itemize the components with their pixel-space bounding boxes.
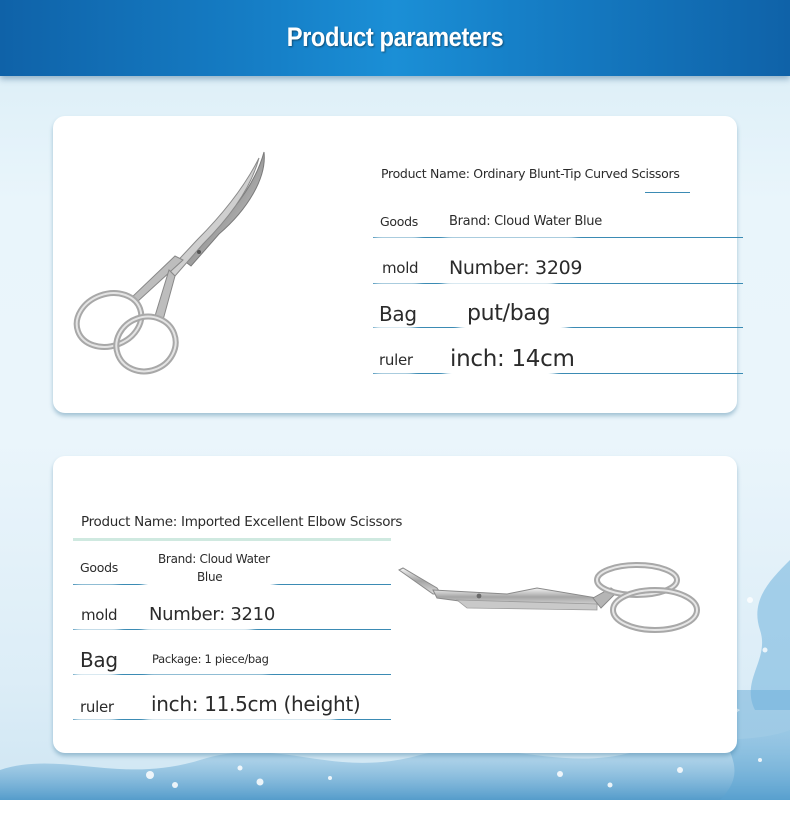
underline bbox=[73, 674, 391, 675]
bag-label: Bag bbox=[379, 302, 417, 326]
name-underline bbox=[73, 538, 391, 541]
underline bbox=[373, 237, 743, 238]
underline bbox=[645, 192, 690, 193]
product-name: Product Name: Imported Excellent Elbow Scissors bbox=[81, 514, 403, 530]
ruler-label: ruler bbox=[80, 698, 114, 716]
product-card-1 bbox=[53, 116, 737, 413]
package-value: Package: 1 piece/bag bbox=[152, 652, 269, 666]
package-value: put/bag bbox=[467, 301, 551, 326]
number-value: Number: 3210 bbox=[149, 604, 275, 625]
page-title: Product parameters bbox=[286, 22, 504, 52]
size-value: inch: 14cm bbox=[450, 346, 575, 372]
elbow-scissors-icon bbox=[397, 560, 702, 640]
product-card-2 bbox=[53, 456, 737, 753]
ruler-label: ruler bbox=[379, 351, 413, 369]
product-name: Product Name: Ordinary Blunt-Tip Curved Scissors bbox=[381, 166, 680, 181]
underline bbox=[73, 719, 391, 720]
water-splash-right bbox=[730, 560, 790, 710]
goods-label: Goods bbox=[80, 560, 118, 575]
underline bbox=[73, 629, 391, 630]
goods-label: Goods bbox=[380, 214, 418, 229]
brand-value-line1: Brand: Cloud Water bbox=[158, 552, 270, 566]
mold-label: mold bbox=[81, 606, 118, 624]
curved-scissors-icon bbox=[71, 148, 271, 378]
brand-value-line2: Blue bbox=[197, 570, 223, 584]
mold-label: mold bbox=[382, 259, 419, 277]
number-value: Number: 3209 bbox=[449, 257, 583, 279]
underline bbox=[373, 283, 743, 284]
bag-label: Bag bbox=[80, 648, 118, 672]
underline bbox=[373, 373, 743, 374]
page-header bbox=[0, 0, 790, 76]
size-value: inch: 11.5cm (height) bbox=[151, 692, 361, 716]
brand-value: Brand: Cloud Water Blue bbox=[449, 214, 602, 229]
